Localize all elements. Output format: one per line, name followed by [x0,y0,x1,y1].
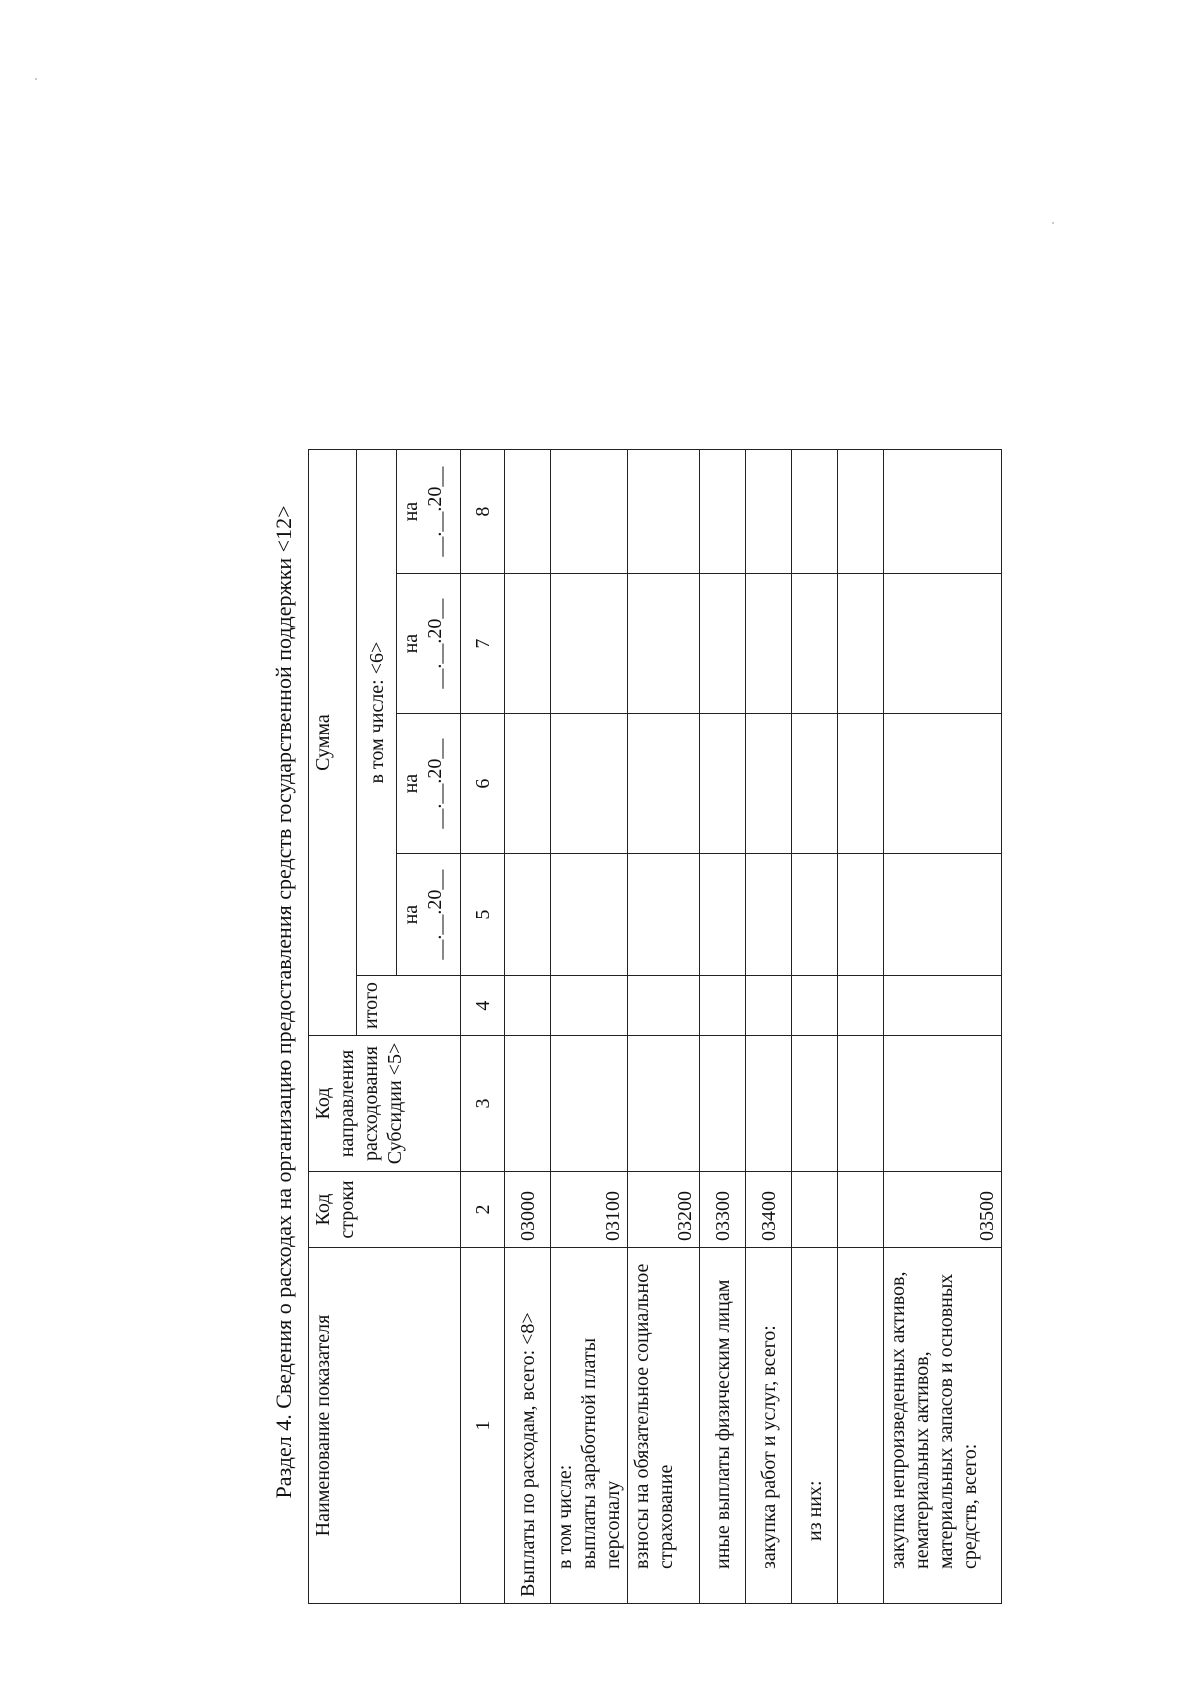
cell-sum-5[interactable] [884,854,1002,976]
header-sum: Сумма [309,450,357,1036]
cell-direction-code[interactable] [746,1036,792,1172]
row-code: 03200 [628,1172,700,1248]
cell-sum-8[interactable] [700,450,746,574]
header-date-5 [397,854,461,976]
cell-sum-8[interactable] [792,450,838,574]
cell-sum-7[interactable] [628,574,700,714]
cell-sum-8[interactable] [628,450,700,574]
header-date-7 [397,574,461,714]
cell-sum-6[interactable] [792,714,838,854]
col-number: 7 [461,574,505,714]
cell-sum-5[interactable] [551,854,628,976]
table-row [746,450,792,1604]
row-code: 03500 [884,1172,1002,1248]
date-placeholder: __.__.20__ [424,869,446,960]
header-including: в том числе: <6> [357,450,397,976]
row-name: Выплаты по расходам, всего: <8> [505,1248,551,1604]
cell-sum-6[interactable] [700,714,746,854]
row-name: из них: [792,1248,838,1604]
row-code [838,1172,884,1248]
cell-total[interactable] [838,976,884,1036]
column-number-row [461,450,505,1604]
cell-direction-code[interactable] [792,1036,838,1172]
cell-sum-7[interactable] [505,574,551,714]
cell-total[interactable] [628,976,700,1036]
date-placeholder: __.__.20__ [424,466,446,557]
row-code: 03000 [505,1172,551,1248]
cell-sum-8[interactable] [884,450,1002,574]
table-row [628,450,700,1604]
table-row [700,450,746,1604]
cell-sum-6[interactable] [746,714,792,854]
cell-sum-8[interactable] [505,450,551,574]
row-name [838,1248,884,1604]
cell-sum-7[interactable] [884,574,1002,714]
date-caption: на [400,501,422,522]
cell-direction-code[interactable] [628,1036,700,1172]
cell-sum-7[interactable] [838,574,884,714]
table-row [838,450,884,1604]
cell-sum-5[interactable] [700,854,746,976]
row-name: взносы на обязательное социальное страхование [628,1248,700,1604]
col-number: 2 [461,1172,505,1248]
cell-total[interactable] [700,976,746,1036]
cell-sum-5[interactable] [792,854,838,976]
header-name: Наименование показателя [309,1248,461,1604]
cell-sum-6[interactable] [838,714,884,854]
cell-total[interactable] [792,976,838,1036]
col-number: 1 [461,1248,505,1604]
cell-sum-6[interactable] [628,714,700,854]
expenses-form [260,400,1100,1604]
row-name: закупка работ и услуг, всего: [746,1248,792,1604]
cell-sum-7[interactable] [792,574,838,714]
cell-sum-5[interactable] [505,854,551,976]
cell-sum-8[interactable] [838,450,884,574]
cell-sum-7[interactable] [551,574,628,714]
header-date-6 [397,714,461,854]
cell-direction-code[interactable] [700,1036,746,1172]
cell-direction-code[interactable] [551,1036,628,1172]
date-caption: на [400,773,422,794]
col-number: 8 [461,450,505,574]
scan-speck [35,78,37,80]
row-code: 03100 [551,1172,628,1248]
date-placeholder: __.__.20__ [424,738,446,829]
cell-sum-5[interactable] [838,854,884,976]
row-code: 03400 [746,1172,792,1248]
col-number: 3 [461,1036,505,1172]
header-total: итого [357,976,461,1036]
cell-sum-7[interactable] [746,574,792,714]
col-number: 4 [461,976,505,1036]
cell-total[interactable] [746,976,792,1036]
cell-direction-code[interactable] [838,1036,884,1172]
date-placeholder: __.__.20__ [424,598,446,689]
cell-total[interactable] [505,976,551,1036]
cell-direction-code[interactable] [884,1036,1002,1172]
cell-direction-code[interactable] [505,1036,551,1172]
header-direction-code: Код направления расходования Субсидии <5> [309,1036,461,1172]
cell-sum-8[interactable] [746,450,792,574]
date-caption: на [400,633,422,654]
cell-sum-7[interactable] [700,574,746,714]
cell-sum-8[interactable] [551,450,628,574]
cell-sum-5[interactable] [628,854,700,976]
cell-sum-6[interactable] [505,714,551,854]
cell-total[interactable] [884,976,1002,1036]
cell-sum-6[interactable] [551,714,628,854]
row-code: 03300 [700,1172,746,1248]
table-row [551,450,628,1604]
col-number: 6 [461,714,505,854]
table-row [792,450,838,1604]
cell-sum-6[interactable] [884,714,1002,854]
header-date-8 [397,450,461,574]
table-row [505,450,551,1604]
cell-sum-5[interactable] [746,854,792,976]
scan-speck [1052,222,1054,224]
row-name: в том числе: выплаты заработной платы персоналу [551,1248,628,1604]
row-name: закупка непроизведенных активов, нематериальных активов, материальных запасов и основных средств, всего: [884,1248,1002,1604]
expenses-table [308,449,1002,1604]
row-name: иные выплаты физическим лицам [700,1248,746,1604]
col-number: 5 [461,854,505,976]
row-code [792,1172,838,1248]
table-row [884,450,1002,1604]
date-caption: на [400,904,422,925]
header-row-code: Код строки [309,1172,461,1248]
header-row-1 [309,450,357,1604]
cell-total[interactable] [551,976,628,1036]
section-title: Раздел 4. Сведения о расходах на организацию предоставления средств государственной поддержки <12> [271,505,296,1499]
